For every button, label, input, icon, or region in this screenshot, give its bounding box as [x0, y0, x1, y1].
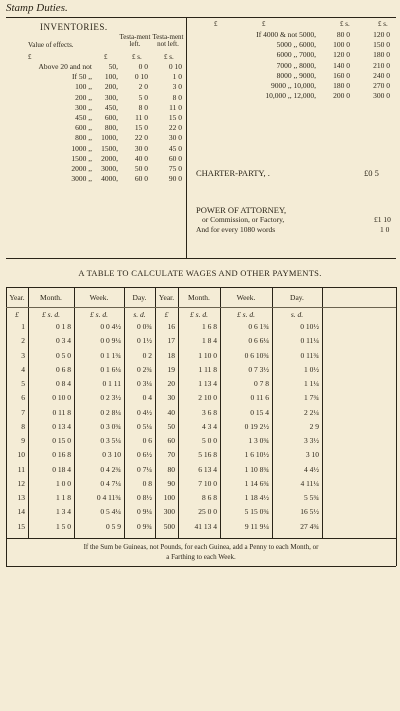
- inv-duty-left: 50 0: [134, 164, 148, 173]
- inv-range: 8000 ,, 9000,: [276, 70, 316, 80]
- table-cell: 15: [17, 521, 25, 531]
- inv-duty-left: 120 0: [333, 50, 350, 60]
- power-of-attorney-value1: £1 10: [374, 215, 391, 224]
- table-cell: 16 5½: [300, 507, 319, 517]
- table-cell: 1 3 4: [56, 507, 71, 517]
- table-cell: 5 0 0: [202, 436, 217, 446]
- currency-header: £ s.: [164, 53, 174, 61]
- col-left-label: Testa-ment left.: [119, 33, 151, 48]
- inv-range-from: If 50 ,,: [72, 72, 92, 82]
- currency-header: £: [214, 20, 218, 28]
- inv-range: 9000 ,, 10,000,: [271, 81, 316, 90]
- table-cell: 0 4: [142, 393, 152, 403]
- inv-range-from: 300 ,,: [75, 102, 92, 112]
- unit-header: s. d.: [133, 310, 146, 319]
- table-cell: 17: [167, 336, 175, 346]
- col-value-label: Value of effects.: [28, 41, 74, 49]
- table-cell: 5 5¾: [304, 493, 319, 503]
- table-cell: 0 11¼: [300, 336, 319, 346]
- column-header: Week.: [236, 293, 256, 302]
- wages-table-title: A TABLE TO CALCULATE WAGES AND OTHER PAYMENTS.: [78, 268, 322, 278]
- inventories-title: INVENTORIES.: [40, 22, 108, 32]
- inv-range-to: 600,: [104, 113, 118, 122]
- section-rule: [6, 258, 396, 259]
- table-cell: 3 3½: [304, 436, 319, 446]
- inv-duty-left: 100 0: [333, 40, 350, 50]
- table-cell: 80: [167, 464, 175, 474]
- inv-range-to: 450,: [104, 102, 118, 112]
- table-cell: 3 6 8: [202, 407, 217, 417]
- table-cell: 0 19 2½: [244, 421, 269, 431]
- table-cell: 70: [167, 450, 175, 460]
- inv-duty-notleft: 180 0: [373, 50, 390, 60]
- table-cell: 1 6 10½: [244, 450, 269, 460]
- footnote-line2: a Farthing to each Week.: [166, 553, 236, 561]
- table-cell: 0 4 7¼: [100, 478, 121, 488]
- inv-range: 7000 ,, 8000,: [276, 60, 316, 70]
- table-cell: 0 0 9¼: [100, 336, 121, 346]
- inv-duty-left: 80 0: [336, 30, 350, 39]
- inv-duty-left: 2 0: [138, 82, 148, 92]
- table-cell: 0 9¾: [137, 521, 152, 531]
- inv-duty-notleft: 1 0: [172, 72, 182, 82]
- power-of-attorney-label: POWER OF ATTORNEY,: [196, 205, 287, 215]
- table-cell: 9: [21, 436, 25, 446]
- table-cell: 0 11¾: [300, 350, 319, 360]
- table-cell: 4 11¼: [300, 478, 319, 488]
- table-cell: 6: [21, 393, 25, 403]
- inv-range-from: 3000 ,,: [71, 174, 92, 184]
- inv-duty-left: 15 0: [134, 123, 148, 133]
- header-rule: [6, 307, 396, 308]
- inv-range-from: 600 ,,: [75, 123, 92, 133]
- inv-duty-notleft: 240 0: [373, 70, 390, 80]
- inv-duty-notleft: 270 0: [373, 81, 390, 90]
- table-cell: 60: [167, 436, 175, 446]
- header-rule: [6, 17, 396, 18]
- inv-duty-left: 5 0: [138, 92, 148, 102]
- table-cell: 1 10 8¾: [244, 464, 269, 474]
- inv-range: If 4000 & not 5000,: [256, 30, 316, 39]
- table-top-rule: [6, 287, 396, 288]
- inv-range-from: 450 ,,: [75, 113, 92, 122]
- inv-range-to: 100,: [104, 72, 118, 82]
- table-cell: 0 15 4: [250, 407, 269, 417]
- table-cell: 1 11 8: [198, 364, 217, 374]
- table-cell: 0 1 8: [56, 322, 71, 331]
- table-cell: 7 10 0: [198, 478, 217, 488]
- inv-duty-left: 30 0: [134, 143, 148, 153]
- table-cell: 25 0 0: [198, 507, 217, 517]
- table-cell: 0 6: [142, 436, 152, 446]
- inv-range-from: 200 ,,: [75, 92, 92, 102]
- column-header: Day.: [290, 293, 304, 302]
- table-cell: 11: [17, 464, 25, 474]
- inv-range-from: 800 ,,: [75, 133, 92, 143]
- table-cell: 0 1 11: [102, 379, 121, 389]
- table-cell: 8 6 8: [202, 493, 217, 503]
- inv-duty-notleft: 22 0: [168, 123, 182, 133]
- table-cell: 5 16 8: [198, 450, 217, 460]
- table-cell: 500: [163, 521, 175, 531]
- table-cell: 0 8 4: [56, 379, 71, 389]
- table-cell: 8: [21, 421, 25, 431]
- table-cell: 0 11 8: [52, 407, 71, 417]
- inv-duty-left: 0 10: [134, 72, 148, 82]
- inv-range-to: 300,: [104, 92, 118, 102]
- unit-header: £ s. d.: [190, 310, 208, 319]
- inv-duty-notleft: 11 0: [169, 102, 182, 112]
- table-vline: [396, 287, 397, 566]
- inv-range-from: 2000 ,,: [71, 164, 92, 173]
- inv-duty-left: 180 0: [333, 81, 350, 90]
- inv-range-from: 100 ,,: [75, 82, 92, 92]
- table-cell: 2 10 0: [198, 393, 217, 403]
- table-cell: 30: [167, 393, 175, 403]
- currency-header: £ s.: [340, 20, 350, 28]
- table-cell: 0 11 6: [250, 393, 269, 403]
- table-cell: 0 3 4: [56, 336, 71, 346]
- table-cell: 1 14 6¾: [244, 478, 269, 488]
- running-header: Stamp Duties.: [6, 2, 68, 14]
- column-header: Month.: [188, 293, 210, 302]
- table-cell: 0 3 0¾: [100, 421, 121, 431]
- inv-duty-notleft: 60 0: [168, 153, 182, 163]
- inv-duty-notleft: 120 0: [373, 30, 390, 39]
- table-cell: 0 2 8¼: [100, 407, 121, 417]
- table-cell: 0 4½: [137, 407, 152, 417]
- inv-duty-notleft: 3 0: [172, 82, 182, 92]
- table-bottom-rule: [6, 538, 396, 539]
- table-cell: 6 13 4: [198, 464, 217, 474]
- table-cell: 0 4 2¾: [100, 464, 121, 474]
- unit-header: £: [164, 310, 169, 319]
- table-cell: 0 2¾: [137, 364, 152, 374]
- table-cell: 0 6½: [137, 450, 152, 460]
- inv-duty-notleft: 150 0: [373, 40, 390, 50]
- table-cell: 0 8: [142, 478, 152, 488]
- table-cell: 20: [167, 379, 175, 389]
- inv-range-to: 4000,: [101, 174, 118, 184]
- table-cell: 300: [163, 507, 175, 517]
- table-cell: 1 18 4½: [244, 493, 269, 503]
- inv-range-to: 50,: [108, 62, 118, 71]
- table-cell: 1 10 0: [198, 350, 217, 360]
- column-header: Year.: [158, 293, 175, 302]
- table-cell: 0 2: [142, 350, 152, 360]
- table-cell: 0 16 8: [52, 450, 71, 460]
- table-cell: 1 1¼: [304, 379, 319, 389]
- table-cell: 1 5 0: [56, 521, 71, 531]
- inv-range-to: 1000,: [101, 133, 118, 143]
- table-cell: 0 2 3½: [100, 393, 121, 403]
- inv-range-to: 800,: [104, 123, 118, 133]
- table-cell: 0 5¼: [137, 421, 152, 431]
- currency-header: £ s.: [132, 53, 142, 61]
- table-cell: 0 5 0: [56, 350, 71, 360]
- table-cell: 0 5 9: [106, 521, 121, 531]
- table-cell: 0 1 6¼: [100, 364, 121, 374]
- table-cell: 0 9¼: [137, 507, 152, 517]
- table-cell: 0 0 4½: [100, 322, 121, 331]
- table-cell: 1 7¾: [304, 393, 319, 403]
- table-vline: [322, 287, 323, 538]
- table-cell: 16: [167, 322, 175, 331]
- table-cell: 0 6 8: [56, 364, 71, 374]
- table-cell: 7: [21, 407, 25, 417]
- unit-header: £: [15, 310, 19, 319]
- table-cell: 10: [17, 450, 25, 460]
- table-cell: 1 0½: [304, 364, 319, 374]
- table-cell: 0 7¼: [137, 464, 152, 474]
- table-cell: 9 11 9¼: [244, 521, 269, 531]
- table-cell: 0 0¾: [137, 322, 152, 331]
- inv-range-to: 1500,: [101, 143, 118, 153]
- charter-party-label: CHARTER-PARTY, .: [196, 168, 270, 178]
- col-notleft-label: Testa-ment not left.: [152, 33, 184, 48]
- column-header: Year.: [9, 293, 25, 302]
- table-cell: 4 4½: [304, 464, 319, 474]
- table-cell: 27 4¾: [300, 521, 319, 531]
- table-cell: 0 8½: [137, 493, 152, 503]
- table-cell: 3: [21, 350, 25, 360]
- inv-duty-notleft: 15 0: [168, 113, 182, 122]
- table-cell: 0 7 8: [254, 379, 269, 389]
- inv-range: 5000 ,, 6000,: [276, 40, 316, 50]
- table-cell: 0 13 4: [52, 421, 71, 431]
- footnote-bottom-rule: [6, 566, 396, 567]
- table-cell: 0 6 6¼: [248, 336, 269, 346]
- footnote-line1: If the Sum be Guineas, not Pounds, for each Guinea, add a Penny to each Month, or: [83, 543, 319, 551]
- table-cell: 13: [17, 493, 25, 503]
- unit-header: £ s. d.: [90, 310, 108, 319]
- table-cell: 0 10 0: [52, 393, 71, 403]
- unit-header: £ s. d.: [42, 310, 60, 319]
- currency-header: £: [262, 20, 266, 28]
- table-cell: 0 1½: [137, 336, 152, 346]
- table-cell: 2 9: [309, 421, 319, 431]
- table-cell: 5: [21, 379, 25, 389]
- table-cell: 1 8 4: [202, 336, 217, 346]
- inv-duty-left: 140 0: [333, 60, 350, 70]
- inv-duty-notleft: 30 0: [168, 133, 182, 143]
- table-cell: 1 13 4: [198, 379, 217, 389]
- table-cell: 0 18 4: [52, 464, 71, 474]
- table-cell: 5 15 0¾: [244, 507, 269, 517]
- inv-duty-left: 200 0: [333, 91, 350, 101]
- table-cell: 0 5 4¼: [100, 507, 121, 517]
- table-cell: 100: [163, 493, 175, 503]
- table-cell: 3 10: [305, 450, 319, 460]
- table-cell: 19: [167, 364, 175, 374]
- inv-duty-notleft: 300 0: [373, 91, 390, 101]
- inv-duty-notleft: 90 0: [168, 174, 182, 184]
- currency-header: £ s.: [378, 20, 388, 28]
- table-cell: 4: [21, 364, 25, 374]
- currency-header: £: [104, 53, 108, 61]
- table-cell: 90: [167, 478, 175, 488]
- table-cell: 0 3 5¼: [100, 436, 121, 446]
- table-cell: 0 3¼: [137, 379, 152, 389]
- inv-duty-left: 8 0: [138, 102, 148, 112]
- inv-duty-left: 0 0: [138, 62, 148, 71]
- table-cell: 2 2¼: [304, 407, 319, 417]
- column-header: Week.: [89, 293, 109, 302]
- table-cell: 40: [167, 407, 175, 417]
- table-cell: 1 6 8: [202, 322, 217, 331]
- inv-range-from: Above 20 and not: [38, 62, 92, 71]
- unit-header: s. d.: [290, 310, 304, 319]
- table-cell: 50: [167, 421, 175, 431]
- inv-range-to: 200,: [104, 82, 118, 92]
- inv-duty-notleft: 45 0: [168, 143, 182, 153]
- table-cell: 0 1 1¾: [100, 350, 121, 360]
- column-divider: [186, 18, 187, 258]
- table-cell: 0 6 10¾: [244, 350, 269, 360]
- table-cell: 0 10½: [300, 322, 319, 331]
- table-cell: 1: [21, 322, 25, 331]
- inv-range-from: 1000 ,,: [71, 143, 92, 153]
- column-header: Day.: [132, 293, 147, 302]
- per-words-value: 1 0: [380, 225, 390, 234]
- inv-duty-notleft: 75 0: [168, 164, 182, 173]
- unit-header: £ s. d.: [237, 310, 255, 319]
- inv-duty-notleft: 210 0: [373, 60, 390, 70]
- column-header: Month.: [40, 293, 62, 302]
- inv-range-to: 3000,: [101, 164, 118, 173]
- inv-duty-left: 160 0: [333, 70, 350, 80]
- table-cell: 14: [17, 507, 25, 517]
- table-cell: 2: [21, 336, 25, 346]
- table-cell: 0 4 11¾: [96, 493, 121, 503]
- inv-duty-left: 60 0: [134, 174, 148, 184]
- charter-party-value: £0 5: [364, 168, 379, 178]
- table-cell: 1 0 0: [56, 478, 71, 488]
- inv-range-to: 2000,: [101, 153, 118, 163]
- table-cell: 1 3 0¾: [248, 436, 269, 446]
- table-cell: 1 1 8: [56, 493, 71, 503]
- inv-duty-left: 40 0: [134, 153, 148, 163]
- inv-duty-left: 11 0: [135, 113, 148, 122]
- table-cell: 0 3 10: [102, 450, 121, 460]
- currency-header: £: [28, 53, 32, 61]
- per-words-line: And for every 1080 words: [196, 225, 276, 234]
- table-cell: 0 6 1¾: [248, 322, 269, 331]
- table-cell: 0 7 3½: [248, 364, 269, 374]
- inv-range-from: 1500 ,,: [71, 153, 92, 163]
- table-cell: 18: [167, 350, 175, 360]
- table-cell: 41 13 4: [194, 521, 217, 531]
- inv-range: 6000 ,, 7000,: [276, 50, 316, 60]
- inv-duty-notleft: 8 0: [172, 92, 182, 102]
- inv-duty-left: 22 0: [134, 133, 148, 143]
- table-cell: 4 3 4: [202, 421, 217, 431]
- power-of-attorney-line1: or Commission, or Factory,: [202, 215, 285, 224]
- inv-duty-notleft: 0 10: [168, 62, 182, 71]
- inv-range: 10,000 ,, 12,000,: [265, 91, 316, 101]
- table-cell: 12: [17, 478, 25, 488]
- table-cell: 0 15 0: [52, 436, 71, 446]
